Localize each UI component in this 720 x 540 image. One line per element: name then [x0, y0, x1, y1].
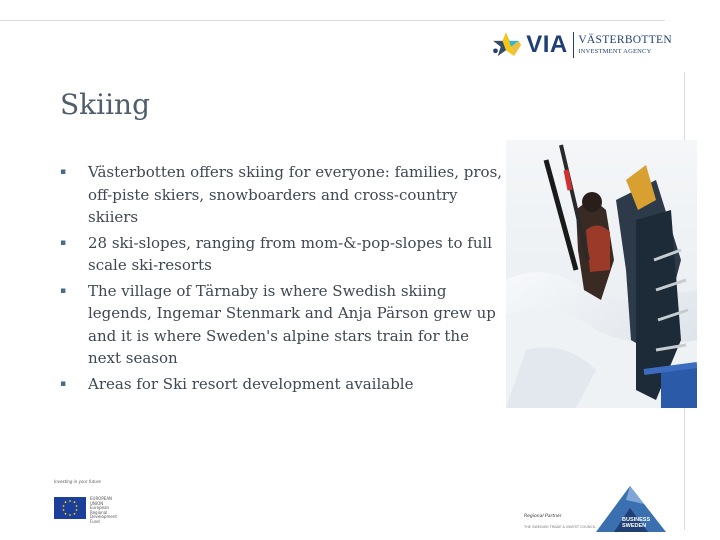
partner-subline: THE SWEDISH TRADE & INVEST COUNCIL — [524, 525, 596, 529]
logo-subtitle: INVESTMENT AGENCY — [578, 47, 652, 55]
star-logo-icon — [492, 21, 522, 69]
eu-fund-text: EUROPEAN UNION European Regional Development Fund — [90, 496, 117, 524]
bullet-marker-icon: ▪ — [60, 378, 67, 389]
logo-short-name: VIA — [526, 31, 568, 58]
via-logo — [492, 20, 672, 70]
business-sweden-text — [622, 517, 650, 529]
bullet-text: 28 ski-slopes, ranging from mom-&-pop-slopes to full scale ski-resorts — [88, 233, 493, 274]
slide-title: Skiing — [60, 88, 151, 121]
eu-tagline: Investing in your future — [54, 479, 101, 484]
logo-wordmark — [578, 35, 672, 55]
bullet-marker-icon: ▪ — [60, 167, 67, 177]
bullet-item — [60, 161, 504, 229]
bs-name-line-2: SWEDEN — [622, 523, 647, 529]
skiing-photo — [506, 140, 697, 408]
bs-name-line-1: BUSINESS — [622, 517, 651, 523]
regional-partner-label: Regional Partner — [524, 514, 562, 519]
bullet-item — [60, 232, 504, 277]
bullet-marker-icon: ▪ — [60, 237, 67, 248]
logo-separator — [573, 32, 574, 58]
eu-flag-icon — [54, 497, 86, 519]
bullet-text: Areas for Ski resort development available — [88, 374, 414, 393]
bullet-item — [60, 280, 504, 370]
bullet-text: Västerbotten offers skiing for everyone: families, pros, off-piste skiers, snowboarders and cross-country skiiers — [88, 163, 503, 226]
bullet-item — [60, 373, 504, 396]
bullet-list — [60, 161, 504, 398]
bullet-marker-icon: ▪ — [60, 285, 67, 296]
logo-name: VÄSTERBOTTEN — [578, 34, 672, 46]
bullet-text: The village of Tärnaby is where Swedish skiing legends, Ingemar Stenmark and Anja Pärson grew up and it is where Sweden's alpine stars train for the next season — [88, 281, 496, 367]
